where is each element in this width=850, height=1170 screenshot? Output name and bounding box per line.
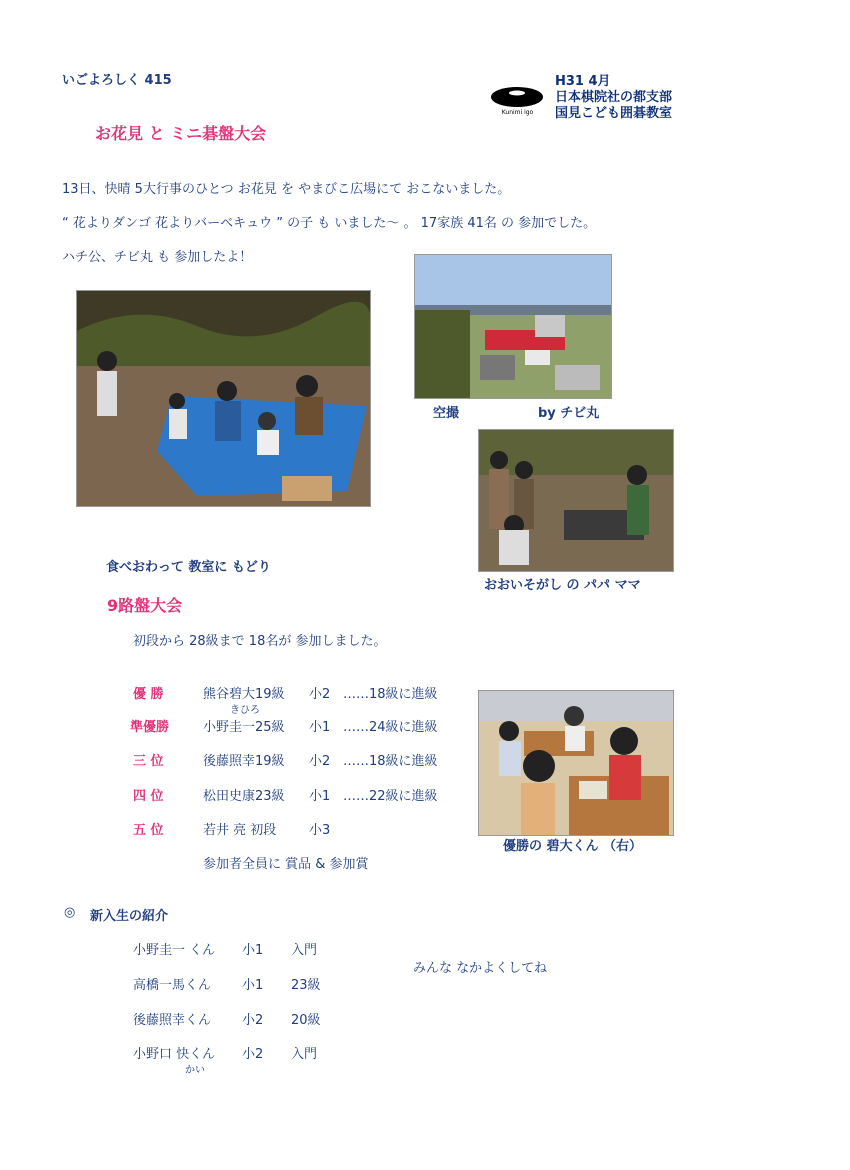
rank-1-note: ……18級に進級 <box>343 687 438 702</box>
newcomer-2-name: 高橋一馬くん <box>133 978 212 993</box>
bullet-icon: ◎ <box>64 905 76 920</box>
newcomer-2-grade: 小1 <box>242 978 264 993</box>
tournament-title: 9路盤大会 <box>107 596 183 615</box>
hanami-line-3: ハチ公、チビ丸 も 参加したよ！ <box>62 250 253 265</box>
hanami-line-1: 13日、快晴 5大行事のひとつ お花見 を やまびこ広場にて おこないました。 <box>62 182 511 197</box>
newcomer-3-grade: 小2 <box>242 1013 264 1028</box>
caption-aerial: 空撮 <box>433 406 460 421</box>
newcomer-2-level: 23級 <box>291 978 321 993</box>
rank-3-label: 三 位 <box>133 754 164 769</box>
org-line-1: 日本棋院社の都支部 <box>555 90 673 105</box>
rank-4-label: 四 位 <box>133 789 164 804</box>
rank-2-note: ……24級に進級 <box>343 720 438 735</box>
rank-1-label: 優 勝 <box>133 687 164 702</box>
prize-line: 参加者全員に 賞品 & 参加賞 <box>203 857 369 872</box>
issue-number: いごよろしく 415 <box>62 73 172 88</box>
newcomer-1-name: 小野圭一 くん <box>133 943 216 958</box>
bbq-photo <box>478 429 674 572</box>
welcome-message: みんな なかよくしてね <box>413 961 548 976</box>
rank-2-label: 準優勝 <box>130 720 170 735</box>
newcomer-3-level: 20級 <box>291 1013 321 1028</box>
caption-bbq: おおいそがし の パパ ママ <box>484 578 641 593</box>
newcomer-4-name: 小野口 快くん <box>133 1047 216 1062</box>
hanami-line-2: “ 花よりダンゴ 花よりバーベキュウ ” の子 も いました～ 。 17家族 41名 の 参加でした。 <box>62 216 597 231</box>
newcomer-1-grade: 小1 <box>242 943 264 958</box>
rank-5-grade: 小3 <box>309 823 331 838</box>
tournament-intro: 初段から 28級まで 18名が 参加しました。 <box>133 634 387 649</box>
winner-photo <box>478 690 674 836</box>
rank-5-label: 五 位 <box>133 823 164 838</box>
picnic-photo <box>76 290 371 507</box>
org-line-2: 国見こども囲碁教室 <box>555 106 673 121</box>
rank-5-name: 若井 亮 初段 <box>203 823 277 838</box>
newcomer-4-grade: 小2 <box>242 1047 264 1062</box>
newcomer-4-level: 入門 <box>291 1047 318 1062</box>
aerial-photo <box>414 254 612 399</box>
ruby-kai: かい <box>185 1065 205 1076</box>
rank-3-name: 後藤照幸19級 <box>203 754 285 769</box>
kunimi-igo-logo <box>490 84 545 120</box>
rank-1-grade: 小2 <box>309 687 331 702</box>
rank-3-grade: 小2 <box>309 754 331 769</box>
ruby-kihiro: きひろ <box>230 705 260 716</box>
rank-3-note: ……18級に進級 <box>343 754 438 769</box>
logo-text: Kunimi igo <box>501 109 534 116</box>
caption-after: 食べおわって 教室に もどり <box>106 560 271 575</box>
hanami-title: お花見 と ミニ碁盤大会 <box>95 124 267 143</box>
newcomers-title: 新入生の紹介 <box>90 909 169 924</box>
caption-by: by チビ丸 <box>538 406 600 421</box>
rank-4-name: 松田史康23級 <box>203 789 285 804</box>
rank-4-note: ……22級に進級 <box>343 789 438 804</box>
caption-winner: 優勝の 碧大くん （右） <box>503 839 643 854</box>
rank-2-grade: 小1 <box>309 720 331 735</box>
rank-2-name: 小野圭一25級 <box>203 720 285 735</box>
rank-4-grade: 小1 <box>309 789 331 804</box>
newcomer-3-name: 後藤照幸くん <box>133 1013 212 1028</box>
issue-date: H31 4月 <box>555 74 611 89</box>
newcomer-1-level: 入門 <box>291 943 318 958</box>
rank-1-name: 熊谷碧大19級 <box>203 687 285 702</box>
